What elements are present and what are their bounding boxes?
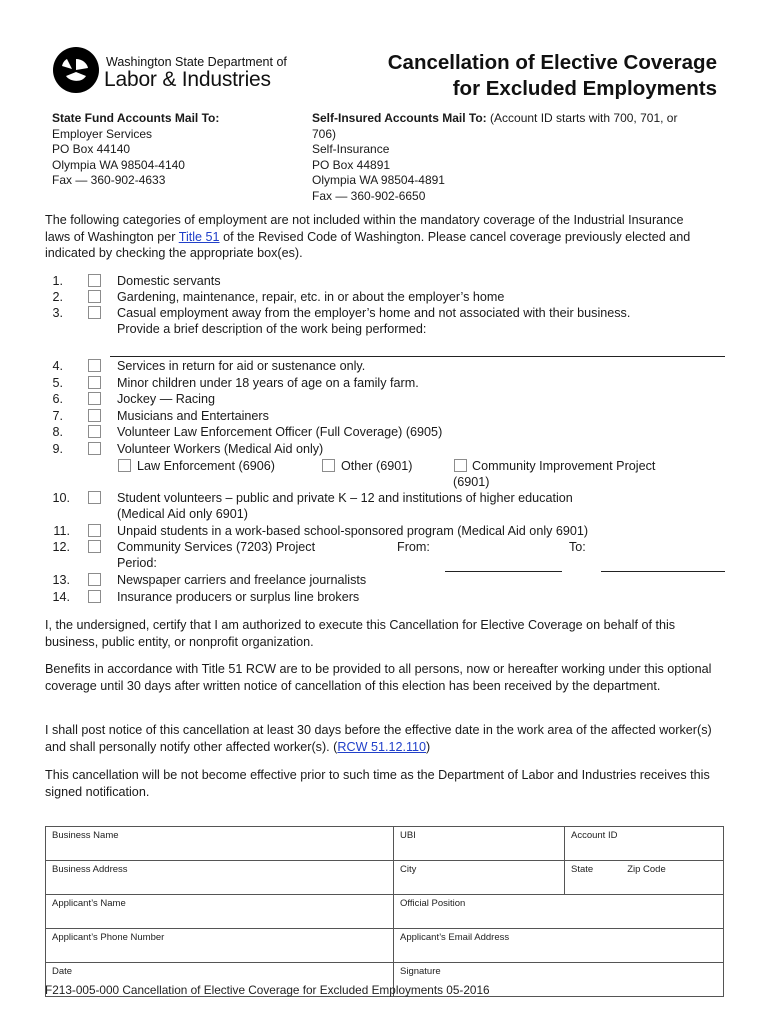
checkbox-domestic[interactable] — [88, 274, 101, 287]
checkbox-casual[interactable] — [88, 306, 101, 319]
checkbox-law-enforcement[interactable] — [118, 459, 131, 472]
checkbox-jockey[interactable] — [88, 392, 101, 405]
period-to-label: To: — [569, 540, 586, 554]
business-address-field[interactable]: Business Address — [46, 861, 394, 895]
date-field[interactable]: Date — [46, 963, 394, 997]
official-position-field[interactable]: Official Position — [394, 895, 724, 929]
state-zip-field[interactable]: State Zip Code — [565, 861, 724, 895]
notice-paragraph: I shall post notice of this cancellation at least 30 days before the effective date in the work area of the affected worker(s) and shall personally notify other affected worker(s). (RCW 51.12.110) — [45, 723, 712, 754]
checkbox-other[interactable] — [322, 459, 335, 472]
certify-paragraph: I, the undersigned, certify that I am authorized to execute this Cancellation for Elective Coverage on behalf of this business, public entity, or nonprofit organization. — [45, 618, 676, 649]
phone-field[interactable]: Applicant’s Phone Number — [46, 929, 394, 963]
checkbox-aid[interactable] — [88, 359, 101, 372]
period-from-field[interactable] — [445, 571, 562, 572]
self-insured-address: Self-Insured Accounts Mail To: (Account ID starts with 700, 701, or 706) Self-Insurance PO Box 44891 Olympia WA 98504-4891 Fax — 360-902-6650 — [312, 111, 678, 203]
agency-line1: Washington State Department of — [106, 55, 287, 69]
benefits-paragraph: Benefits in accordance with Title 51 RCW are to be provided to all persons, now or hereafter working under this optional coverage until 30 days after written notice of cancellation of this election has been received by the department. — [45, 662, 712, 693]
checkbox-unpaid-students[interactable] — [88, 524, 101, 537]
checkbox-minors[interactable] — [88, 376, 101, 389]
account-id-field[interactable]: Account ID — [565, 827, 724, 861]
checkbox-volunteer-workers[interactable] — [88, 442, 101, 455]
checkbox-community-improvement[interactable] — [454, 459, 467, 472]
effective-paragraph: This cancellation will be not become effective prior to such time as the Department of Labor and Industries receives this signed notification. — [45, 768, 710, 799]
checkbox-community-services[interactable] — [88, 540, 101, 553]
intro-paragraph: The following categories of employment are not included within the mandatory coverage of the Industrial Insurance laws of Washington per Title 51 of the Revised Code of Washington. Please cancel coverage previously elected and indicated by checking the appropriate box(es). — [45, 213, 691, 261]
city-field[interactable]: City — [394, 861, 565, 895]
period-from-label: From: — [397, 540, 430, 554]
checkbox-newspaper[interactable] — [88, 573, 101, 586]
checkbox-gardening[interactable] — [88, 290, 101, 303]
checkbox-volunteer-law[interactable] — [88, 425, 101, 438]
rcw-link[interactable]: RCW 51.12.110 — [337, 739, 427, 754]
description-line[interactable] — [110, 356, 725, 357]
period-to-field[interactable] — [601, 571, 725, 572]
li-logo-icon — [52, 46, 100, 94]
form-footer: F213-005-000 Cancellation of Elective Coverage for Excluded Employments 05-2016 — [45, 983, 490, 997]
email-field[interactable]: Applicant’s Email Address — [394, 929, 724, 963]
agency-name: Labor & Industries — [104, 68, 271, 91]
checkbox-student-volunteers[interactable] — [88, 491, 101, 504]
state-fund-address: State Fund Accounts Mail To: Employer Services PO Box 44140 Olympia WA 98504-4140 Fax — 360-902-4633 — [52, 111, 220, 188]
checkbox-insurance[interactable] — [88, 590, 101, 603]
title51-link[interactable]: Title 51 — [178, 229, 220, 244]
business-name-field[interactable]: Business Name — [46, 827, 394, 861]
checkbox-musicians[interactable] — [88, 409, 101, 422]
form-title: Cancellation of Elective Coverage for Excluded Employments — [387, 51, 717, 100]
applicant-name-field[interactable]: Applicant’s Name — [46, 895, 394, 929]
ubi-field[interactable]: UBI — [394, 827, 565, 861]
signature-field[interactable]: Signature — [394, 963, 724, 997]
applicant-info-table — [45, 826, 724, 997]
